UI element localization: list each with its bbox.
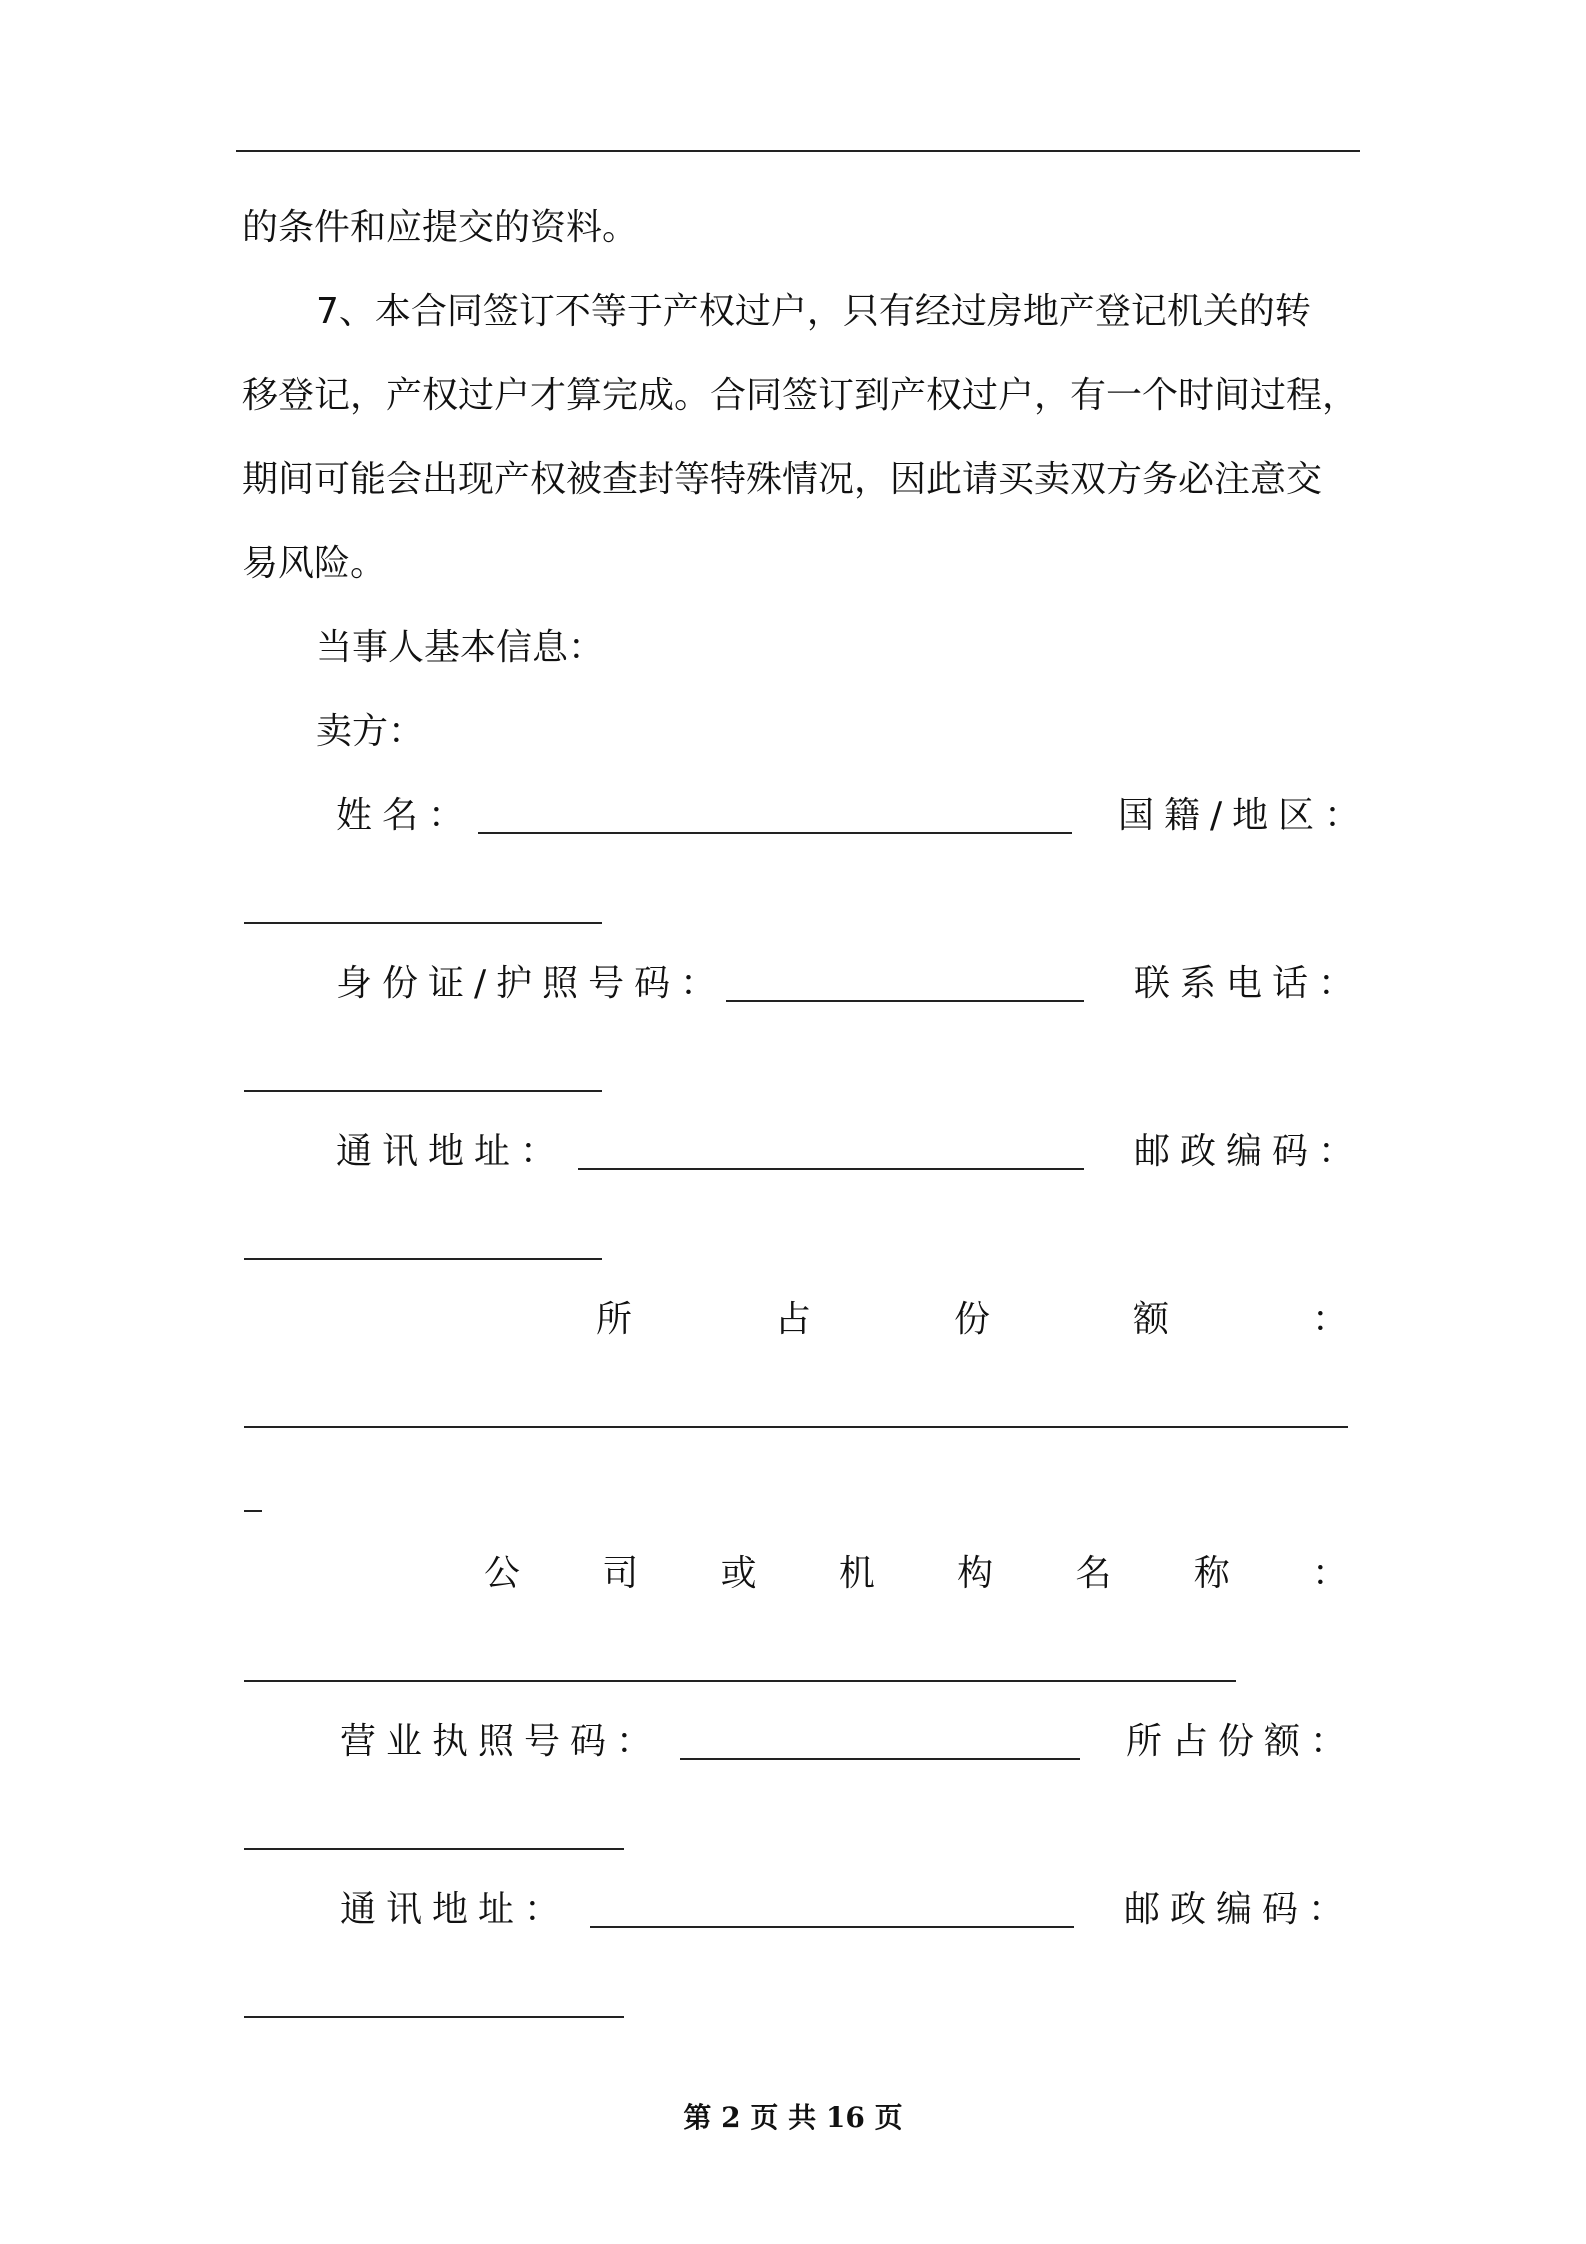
company-label-char: 名 (1075, 1553, 1112, 1594)
nationality-blank[interactable] (244, 922, 602, 924)
share-label-char: 占 (774, 1299, 811, 1340)
id-label: 身份证/护照号码： (336, 963, 727, 1004)
share-label-char: ： (1311, 1299, 1348, 1340)
share-label-char: 份 (953, 1299, 990, 1340)
seller-heading: 卖方： (316, 711, 425, 752)
share-blank-overflow (244, 1510, 262, 1512)
license-label: 营业执照号码： (340, 1721, 663, 1762)
clause-7-line-3: 期间可能会出现产权被查封等特殊情况，因此请买卖双方务必注意交 (242, 459, 1323, 500)
address-label-2: 通讯地址： (340, 1889, 571, 1930)
address-label: 通讯地址： (336, 1131, 567, 1172)
company-label-char: 司 (602, 1553, 639, 1594)
clause-7-line-1: 7、本合同签订不等于产权过户，只有经过房地产登记机关的转 (316, 291, 1311, 332)
license-blank[interactable] (680, 1758, 1080, 1760)
phone-blank[interactable] (244, 1090, 602, 1092)
company-blank[interactable] (244, 1680, 1236, 1682)
company-label-char: 构 (957, 1553, 994, 1594)
postcode-blank-2[interactable] (244, 2016, 624, 2018)
share-label-char: 额 (1132, 1299, 1169, 1340)
share-label (596, 1296, 1348, 1344)
clause-7-line-4: 易风险。 (242, 543, 387, 584)
company-label-char: 称 (1193, 1553, 1230, 1594)
paragraph-tail: 的条件和应提交的资料。 (242, 207, 639, 248)
company-label-char: 机 (838, 1553, 875, 1594)
postcode-blank[interactable] (244, 1258, 602, 1260)
page-number: 第 2 页 共 16 页 (683, 2101, 903, 2134)
postcode-label: 邮政编码： (1134, 1131, 1365, 1172)
name-blank[interactable] (478, 832, 1072, 834)
id-blank[interactable] (726, 1000, 1084, 1002)
company-label-char: ： (1311, 1553, 1348, 1594)
phone-label: 联系电话： (1134, 963, 1365, 1004)
company-label-char: 公 (484, 1553, 521, 1594)
address-blank[interactable] (578, 1168, 1084, 1170)
share-label-char: 所 (596, 1299, 633, 1340)
share-blank[interactable] (244, 1426, 1348, 1428)
nationality-label: 国籍/地区： (1118, 795, 1371, 836)
company-label (484, 1550, 1348, 1598)
name-label: 姓名： (336, 795, 475, 836)
postcode-label-2: 邮政编码： (1124, 1889, 1355, 1930)
company-label-char: 或 (720, 1553, 757, 1594)
party-info-heading: 当事人基本信息： (316, 627, 605, 668)
address-blank-2[interactable] (590, 1926, 1074, 1928)
share-blank-2[interactable] (244, 1848, 624, 1850)
header-rule (236, 150, 1360, 152)
clause-7-line-2: 移登记，产权过户才算完成。合同签订到产权过户，有一个时间过程， (242, 375, 1359, 416)
share-label-2: 所占份额： (1126, 1721, 1357, 1762)
